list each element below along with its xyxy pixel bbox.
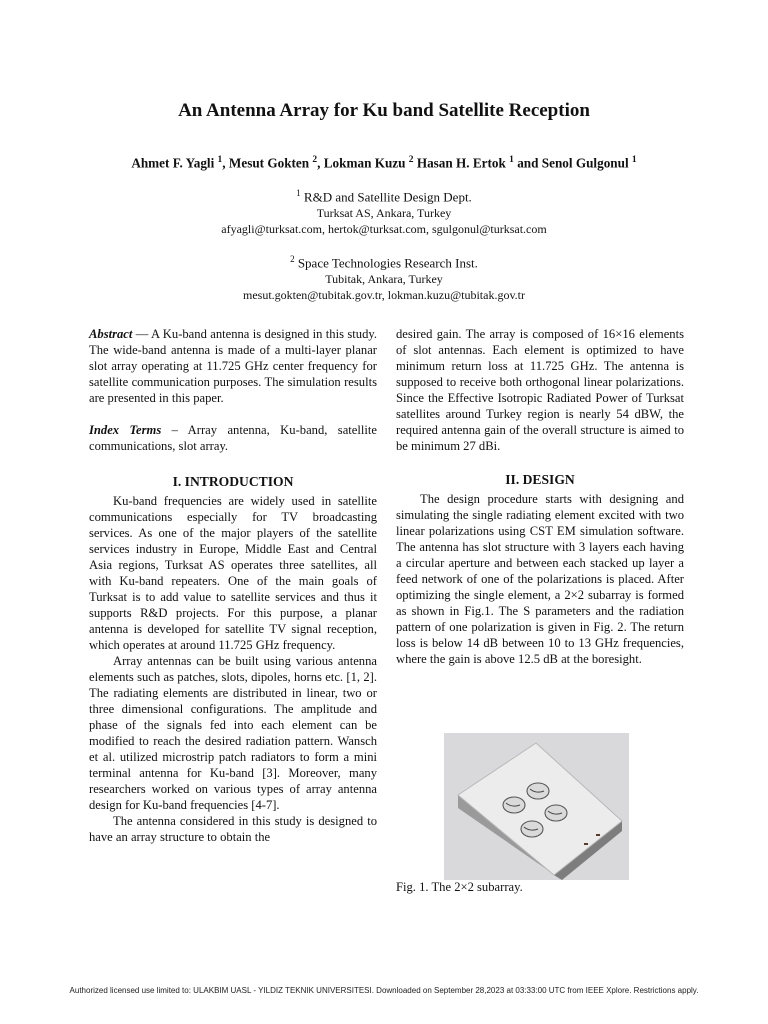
design-paragraph: The design procedure starts with designing and simulating the single radiating element excited with two linear polarizations using CST EM simulation software. The antenna has slot structure with 3 layers each having a circular aperture and between each stacked up layer a feed network of one of the polarizations is placed. After optimizing the single element, a 2×2 subarray is formed as shown in Fig.1. The S parameters and the radiation pattern of one polarization is given in Fig. 2. The return loss is below 14 dB between 10 to 13 GHz frequencies, where the gain is above 12.5 dB at the boresight.	[396, 492, 684, 666]
affiliation-dept	[0, 185, 768, 205]
abstract-dash: —	[132, 327, 152, 341]
index-terms-label: Index Terms	[89, 423, 162, 437]
left-column	[89, 326, 377, 845]
author-name: Hasan H. Ertok	[416, 155, 506, 171]
affiliation-mark: 2	[290, 254, 295, 264]
author-separator: and	[513, 155, 542, 171]
affiliation-dept-text: R&D and Satellite Design Dept.	[303, 189, 472, 205]
abstract	[89, 326, 377, 406]
section-heading-introduction: I. INTRODUCTION	[172, 474, 294, 489]
body-paragraph: desired gain. The array is composed of 16×16 elements of slot antennas. Each element is optimized to have minimum return loss at 11.725 GHz. The antenna is supposed to receive both orthogonal linear polarizations. Since the Effective Isotropic Radiated Power of Turksat satellites around Turkey region is nearly 54 dBW, the required antenna gain of the overall structure is aimed to be minimum 27 dBi.	[396, 327, 684, 453]
author-affiliation-mark: 1	[631, 155, 637, 165]
intro-paragraph: The antenna considered in this study is designed to have an array structure to obtain the	[89, 814, 377, 844]
right-column	[396, 326, 684, 667]
author-affiliation-mark: 2	[408, 155, 414, 165]
affiliation-dept	[0, 251, 768, 271]
subarray-figure	[444, 733, 629, 880]
author-name: Lokman Kuzu	[323, 155, 406, 171]
affiliation-org: Turksat AS, Ankara, Turkey	[316, 206, 452, 221]
subarray-render	[444, 733, 629, 880]
affiliation-org: Tubitak, Ankara, Turkey	[325, 272, 443, 287]
author-separator: ,	[317, 155, 324, 171]
affiliation-block	[0, 251, 768, 303]
affiliation-mark: 1	[296, 188, 301, 198]
index-terms-text: Array antenna, Ku-band, satellite communications, slot array.	[89, 423, 377, 453]
affiliation-emails: afyagli@turksat.com, hertok@turksat.com, sgulgonul@turksat.com	[221, 222, 547, 237]
author-name: Ahmet F. Yagli	[131, 155, 215, 171]
author-list	[0, 155, 768, 171]
author-separator: ,	[222, 155, 229, 171]
author-affiliation-mark: 1	[217, 155, 223, 165]
author-name: Senol Gulgonul	[541, 155, 629, 171]
abstract-text: A Ku-band antenna is designed in this study. The wide-band antenna is made of a multi-layer planar slot array operating at 11.725 GHz center frequency for satellite communication purposes. The simulation results are presented in this paper.	[89, 327, 377, 405]
abstract-label: Abstract	[89, 327, 133, 341]
author-affiliation-mark: 1	[509, 155, 514, 165]
affiliation-dept-text: Space Technologies Research Inst.	[297, 255, 478, 271]
intro-paragraph: Ku-band frequencies are widely used in satellite communications especially for TV broadcasting services. As one of the major players of the satellite services industry in Europe, Middle East and Central Asia regions, Turksat AS operates three satellites, all with Ku-band repeaters. One of the main goals of Turksat is to add value to satellite services and thus it supports R&D projects. For this purpose, a planar antenna is developed for satellite TV signal reception, which operates at around 11.725 GHz frequency.	[89, 494, 377, 652]
section-heading-design: II. DESIGN	[505, 472, 575, 487]
index-terms	[89, 422, 377, 454]
license-footer: Authorized licensed use limited to: ULAKBIM UASL - YILDIZ TEKNIK UNIVERSITESI. Downloaded on September 28,2023 at 03:33:00 UTC from IEEE Xplore. Restrictions apply.	[69, 986, 699, 995]
author-name: Mesut Gokten	[228, 155, 310, 171]
author-affiliation-mark: 2	[312, 155, 318, 165]
intro-paragraph: Array antennas can be built using various antenna elements such as patches, slots, dipoles, horns etc. [1, 2]. The radiating elements are distributed in linear, two or three dimensional configurations. The amplitude and phase of the signals fed into each element can be modified to reach the desired radiation pattern. Wansch et al. utilized microstrip patch radiators to form a mini terminal antenna for Ku-band [3]. Moreover, many researchers worked on various types of array antenna design for Ku-band frequencies [4-7].	[89, 654, 377, 812]
affiliation-block	[0, 185, 768, 237]
paper-title: An Antenna Array for Ku band Satellite Reception	[178, 100, 590, 121]
affiliation-emails: mesut.gokten@tubitak.gov.tr, lokman.kuzu@tubitak.gov.tr	[242, 288, 526, 303]
index-terms-dash: –	[161, 423, 188, 437]
figure-caption: Fig. 1. The 2×2 subarray.	[396, 880, 523, 894]
